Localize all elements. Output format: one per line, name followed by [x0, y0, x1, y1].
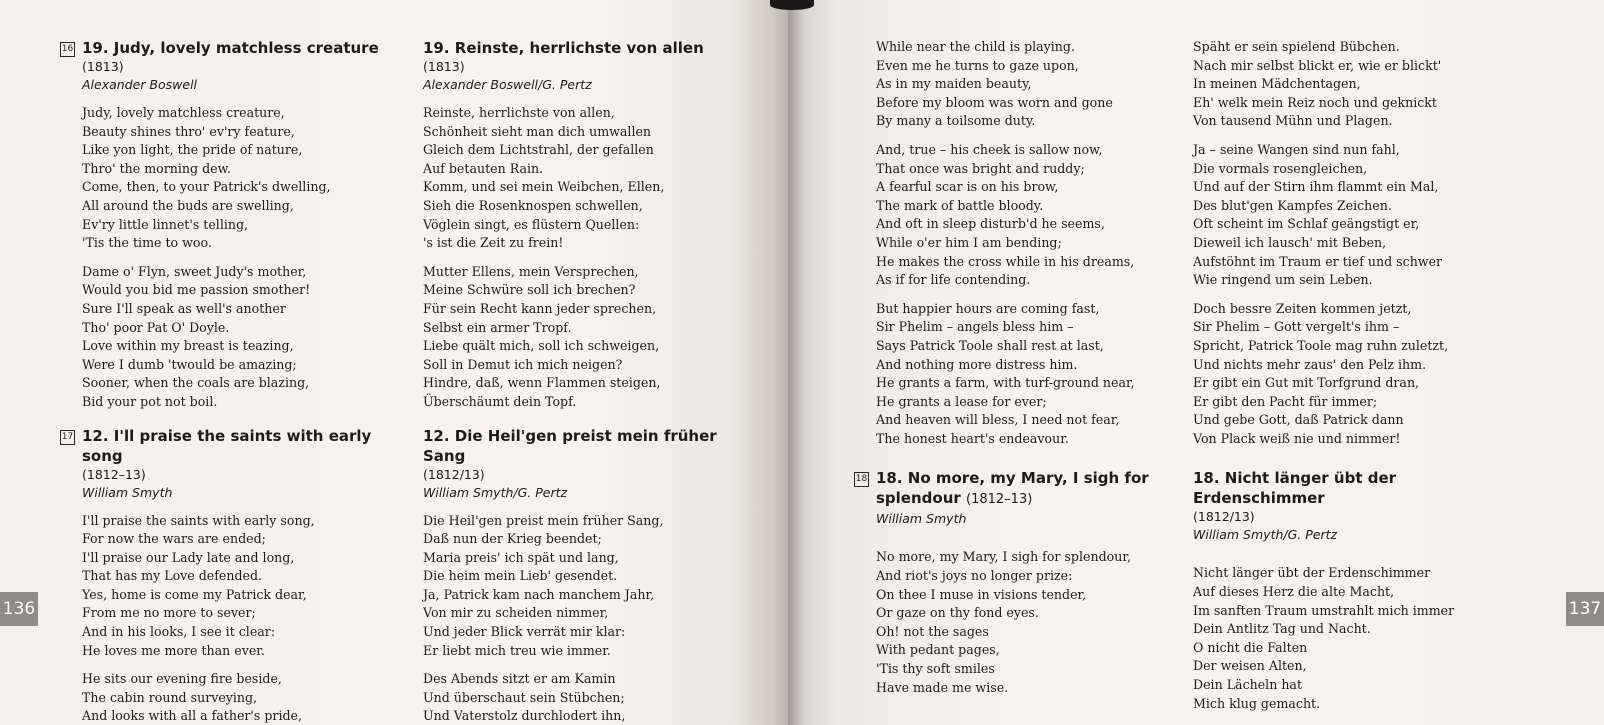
verse-line: Von tausend Mühn und Plagen. — [1193, 113, 1393, 129]
verse-line: And heaven will bless, I need not fear, — [876, 412, 1120, 428]
verse-line: The honest heart's endeavour. — [876, 430, 1069, 446]
verse-line: Die vormals rosengleichen, — [1193, 160, 1368, 176]
left-german-column — [423, 38, 728, 725]
verse-line: Bid your pot not boil. — [82, 393, 218, 409]
verse-line: While o'er him I am bending; — [876, 234, 1062, 250]
verse-line: Die Heil'gen preist mein früher Sang, — [423, 512, 664, 528]
verse-line: Hindre, daß, wenn Flammen steigen, — [423, 375, 661, 391]
song-year: (1812–13) — [82, 466, 146, 482]
verse-line: Mich klug gemacht. — [1193, 695, 1321, 711]
verse-line: Oh! not the sages — [876, 623, 989, 639]
verse-line: And riot's joys no longer prize: — [876, 568, 1073, 584]
verse-line: Für sein Recht kann jeder sprechen, — [423, 300, 657, 316]
verse-line: By many a toilsome duty. — [876, 113, 1036, 129]
verse-line: Meine Schwüre soll ich brechen? — [423, 282, 636, 298]
verse-line: No more, my Mary, I sigh for splendour, — [876, 549, 1131, 565]
verse-line: Dieweil ich lausch' mit Beben, — [1193, 234, 1387, 250]
verse-line: All around the buds are swelling, — [82, 197, 294, 213]
song-year: (1812–13) — [966, 492, 1033, 508]
verse-line: And oft in sleep disturb'd he seems, — [876, 216, 1105, 232]
stanza — [1193, 564, 1523, 713]
verse-line: I'll praise our Lady late and long, — [82, 549, 295, 565]
verse-line: Ev'ry little linnet's telling, — [82, 216, 249, 232]
stanza — [876, 548, 1176, 697]
verse-line: Says Patrick Toole shall rest at last, — [876, 337, 1104, 353]
stanza — [876, 141, 1176, 290]
verse-line: Even me he turns to gaze upon, — [876, 57, 1079, 73]
verse-line: Wie ringend um sein Leben. — [1193, 272, 1373, 288]
verse-line: Maria preis' ich spät und lang, — [423, 549, 619, 565]
verse-line: Sir Phelim – Gott vergelt's ihm – — [1193, 319, 1400, 335]
verse-line: The mark of battle bloody. — [876, 197, 1044, 213]
verse-line: Des Abends sitzt er am Kamin — [423, 671, 616, 687]
song-judy-english — [61, 38, 387, 412]
verse-line: He loves me more than ever. — [82, 642, 265, 658]
verse-line: Und überschaut sein Stübchen; — [423, 689, 625, 705]
verse-line: Soll in Demut ich mich neigen? — [423, 356, 623, 372]
song-author: William Smyth/G. Pertz — [423, 484, 568, 500]
verse-line: Sieh die Rosenknospen schwellen, — [423, 197, 643, 213]
verse-line: Liebe quält mich, soll ich schweigen, — [423, 338, 660, 354]
verse-line: Were I dumb 'twould be amazing; — [82, 356, 297, 372]
book-spine-shadow — [770, 0, 814, 10]
left-english-column — [61, 38, 387, 725]
song-heilgen-german — [423, 426, 728, 725]
verse-line: Sooner, when the coals are blazing, — [82, 375, 310, 391]
left-page — [0, 0, 788, 725]
verse-line: Judy, lovely matchless creature, — [82, 105, 285, 120]
song-title-line1: 18. No more, my Mary, I sigh for — [876, 469, 1149, 488]
verse-line: While near the child is playing. — [876, 39, 1075, 54]
verse-line: Would you bid me passion smother! — [82, 282, 311, 298]
verse-line: Der weisen Alten, — [1193, 658, 1307, 674]
song-author: William Smyth/G. Pertz — [1193, 527, 1338, 543]
verse-line: Sir Phelim – angels bless him – — [876, 319, 1074, 335]
verse-line: The cabin round surveying, — [82, 689, 258, 705]
song-author: William Smyth — [82, 484, 173, 500]
stanza — [82, 263, 387, 412]
verse-line: Doch bessre Zeiten kommen jetzt, — [1193, 300, 1412, 316]
verse-line: Aufstöhnt im Traum er tief und schwer — [1193, 253, 1443, 269]
verse-line: Die heim mein Lieb' gesendet. — [423, 568, 618, 584]
song-title: 19. Judy, lovely matchless creature — [82, 39, 379, 57]
stanza — [423, 104, 728, 253]
song-year: (1813) — [423, 59, 465, 74]
stanza — [1193, 141, 1523, 290]
page-number-right: 137 — [1566, 592, 1604, 626]
verse-line: Tho' poor Pat O' Doyle. — [82, 319, 230, 335]
verse-line: Eh' welk mein Reiz noch und geknickt — [1193, 94, 1437, 110]
verse-line: Gleich dem Lichtstrahl, der gefallen — [423, 142, 654, 158]
song-reinste-german — [423, 38, 728, 412]
song-title: 19. Reinste, herrlichste von allen — [423, 39, 704, 57]
verse-line: Er gibt den Pacht für immer; — [1193, 393, 1378, 409]
track-number-badge: 18 — [854, 472, 869, 487]
verse-line: 's ist die Zeit zu frein! — [423, 235, 564, 251]
verse-line: He sits our evening fire beside, — [82, 671, 282, 687]
verse-line: Späht er sein spielend Bübchen. — [1193, 39, 1400, 54]
song-author: Alexander Boswell — [82, 77, 198, 92]
stanza — [82, 670, 387, 725]
verse-line: But happier hours are coming fast, — [876, 300, 1100, 316]
verse-line: Beauty shines thro' ev'ry feature, — [82, 123, 295, 139]
verse-line: Oft scheint im Schlaf geängstigt er, — [1193, 216, 1420, 232]
verse-line: And looks with all a father's pride, — [82, 708, 302, 724]
verse-line: Auf dieses Herz die alte Macht, — [1193, 584, 1395, 600]
verse-line: Von mir zu scheiden nimmer, — [423, 605, 609, 621]
verse-line: He makes the cross while in his dreams, — [876, 253, 1135, 269]
verse-line: Nicht länger übt der Erdenschimmer — [1193, 565, 1431, 581]
verse-line: As in my maiden beauty, — [876, 76, 1032, 92]
right-page — [788, 0, 1604, 725]
song-praise-saints-english — [61, 426, 387, 725]
verse-line: He grants a farm, with turf-ground near, — [876, 375, 1135, 391]
verse-line: That once was bright and ruddy; — [876, 160, 1085, 176]
verse-line: As if for life contending. — [876, 272, 1031, 288]
stanza — [82, 104, 387, 253]
verse-line: Überschäumt dein Topf. — [423, 393, 577, 409]
verse-line: Dein Lächeln hat — [1193, 677, 1303, 693]
song-continuation-english — [876, 38, 1176, 448]
verse-line: Like yon light, the pride of nature, — [82, 142, 303, 158]
song-title-line2-text: splendour — [876, 489, 961, 508]
right-english-column — [855, 38, 1176, 711]
verse-line: Des blut'gen Kampfes Zeichen. — [1193, 197, 1392, 213]
verse-line: And nothing more distress him. — [876, 356, 1078, 372]
verse-line: Yes, home is come my Patrick dear, — [82, 586, 307, 602]
verse-line: O nicht die Falten — [1193, 639, 1308, 655]
verse-line: For now the wars are ended; — [82, 531, 266, 547]
track-number-badge: 17 — [60, 430, 75, 445]
verse-line: 'Tis thy soft smiles — [876, 661, 995, 677]
verse-line: Nach mir selbst blickt er, wie er blickt' — [1193, 57, 1442, 73]
verse-line: That has my Love defended. — [82, 568, 263, 584]
verse-line: Er liebt mich treu wie immer. — [423, 642, 611, 658]
verse-line: Ja, Patrick kam nach manchem Jahr, — [423, 586, 655, 602]
verse-line: Love within my breast is teazing, — [82, 338, 294, 354]
song-title: 18. Nicht länger übt der Erdenschimmer — [1193, 469, 1397, 508]
song-title: 12. Die Heil'gen preist mein früher Sang — [423, 426, 717, 465]
song-author: Alexander Boswell/G. Pertz — [423, 77, 592, 92]
song-no-more-mary-english — [855, 468, 1176, 697]
verse-line: Mutter Ellens, mein Versprechen, — [423, 263, 639, 279]
verse-line: Thro' the morning dew. — [82, 160, 231, 176]
verse-line: In meinen Mädchentagen, — [1193, 76, 1361, 92]
verse-line: With pedant pages, — [876, 642, 1000, 658]
song-author: William Smyth — [876, 511, 967, 527]
song-year: (1812/13) — [423, 466, 485, 482]
song-nicht-laenger-german — [1193, 468, 1523, 713]
verse-line: Und auf der Stirn ihm flammt ein Mal, — [1193, 179, 1439, 195]
verse-line: Before my bloom was worn and gone — [876, 94, 1113, 110]
verse-line: Von Plack weiß nie und nimmer! — [1193, 430, 1401, 446]
verse-line: From me no more to sever; — [82, 605, 256, 621]
stanza — [1193, 38, 1523, 131]
song-title: 12. I'll praise the saints with early song — [82, 426, 372, 465]
page-number-left: 136 — [0, 592, 38, 626]
verse-line: Come, then, to your Patrick's dwelling, — [82, 179, 331, 195]
verse-line: Er gibt ein Gut mit Torfgrund dran, — [1193, 375, 1420, 391]
verse-line: Und nichts mehr zaus' den Pelz ihm. — [1193, 356, 1427, 372]
verse-line: Ja – seine Wangen sind nun fahl, — [1193, 141, 1400, 157]
verse-line: I'll praise the saints with early song, — [82, 512, 315, 528]
verse-line: Und gebe Gott, daß Patrick dann — [1193, 412, 1404, 428]
verse-line: 'Tis the time to woo. — [82, 235, 212, 251]
track-number-badge: 16 — [60, 42, 75, 57]
verse-line: Reinste, herrlichste von allen, — [423, 105, 615, 120]
verse-line: Vöglein singt, es flüstern Quellen: — [423, 216, 640, 232]
stanza — [82, 512, 387, 661]
stanza — [423, 512, 728, 661]
verse-line: Spricht, Patrick Toole mag ruhn zuletzt, — [1193, 337, 1449, 353]
verse-line: Im sanften Traum umstrahlt mich immer — [1193, 602, 1455, 618]
stanza — [423, 670, 728, 725]
stanza — [876, 38, 1176, 131]
verse-line: He grants a lease for ever; — [876, 393, 1047, 409]
verse-line: Daß nun der Krieg beendet; — [423, 531, 602, 547]
verse-line: A fearful scar is on his brow, — [876, 179, 1059, 195]
verse-line: Selbst ein armer Tropf. — [423, 319, 572, 335]
verse-line: Or gaze on thy fond eyes. — [876, 605, 1039, 621]
right-german-column — [1193, 38, 1523, 725]
verse-line: Dame o' Flyn, sweet Judy's mother, — [82, 263, 307, 279]
verse-line: On thee I muse in visions tender, — [876, 586, 1087, 602]
verse-line: Und Vaterstolz durchlodert ihn, — [423, 708, 626, 724]
verse-line: Dein Antlitz Tag und Nacht. — [1193, 621, 1371, 637]
verse-line: Und jeder Blick verrät mir klar: — [423, 624, 626, 640]
song-continuation-german — [1193, 38, 1523, 448]
stanza — [423, 263, 728, 412]
song-year: (1813) — [82, 59, 124, 74]
verse-line: Komm, und sei mein Weibchen, Ellen, — [423, 179, 665, 195]
verse-line: Have made me wise. — [876, 679, 1009, 695]
verse-line: Sure I'll speak as well's another — [82, 300, 286, 316]
stanza — [876, 300, 1176, 449]
verse-line: And, true – his cheek is sallow now, — [876, 141, 1103, 157]
verse-line: Schönheit sieht man dich umwallen — [423, 123, 652, 139]
song-year: (1812/13) — [1193, 509, 1255, 525]
song-title-line2 — [876, 488, 1176, 510]
stanza — [1193, 300, 1523, 449]
verse-line: And in his looks, I see it clear: — [82, 624, 276, 640]
verse-line: Auf betauten Rain. — [423, 160, 544, 176]
